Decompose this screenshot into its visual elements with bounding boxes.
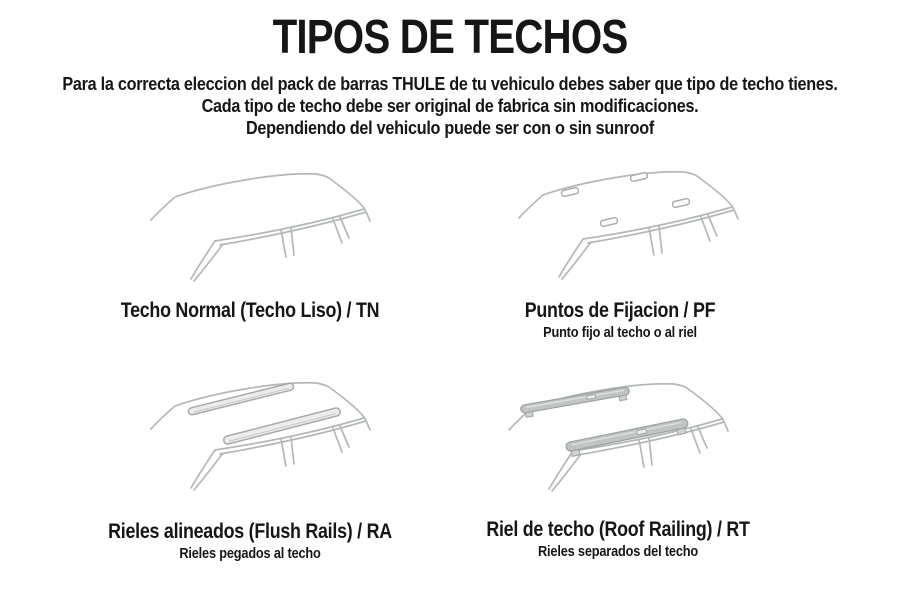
fixpoint-pads (561, 172, 690, 227)
roof-type-label: Rieles alineados (Flush Rails) / RA (108, 520, 392, 543)
flush-rails-roof-illustration (120, 369, 420, 519)
roof-type-sublabel: Rieles pegados al techo (179, 545, 321, 562)
caption-techo-normal (38, 300, 463, 323)
roof-type-label: Riel de techo (Roof Railing) / RT (486, 518, 750, 541)
intro-line-1: Para la correcta eleccion del pack de barras THULE de tu vehiculo debes saber que tipo de techo tienes. (62, 74, 838, 94)
roof-type-label: Puntos de Fijacion / PF (524, 299, 716, 322)
intro-line-3: Dependiendo del vehiculo puede ser con o sin sunroof (245, 118, 655, 138)
intro-text (45, 73, 855, 139)
fixpoint-roof-illustration (488, 158, 788, 308)
flush-rails (188, 383, 341, 445)
caption-riel-de-techo (406, 519, 831, 561)
raised-rails-roof-illustration (478, 370, 778, 520)
roof-type-sublabel: Punto fijo al techo o al riel (543, 324, 697, 341)
caption-rieles-alineados (38, 521, 463, 563)
intro-line-2: Cada tipo de techo debe ser original de fabrica sin modificaciones. (201, 96, 699, 116)
page-title: TIPOS DE TECHOS (272, 11, 628, 64)
roof-type-label: Techo Normal (Techo Liso) / TN (120, 299, 380, 322)
caption-puntos-fijacion (408, 300, 833, 342)
roof-type-sublabel: Rieles separados del techo (538, 543, 698, 560)
plain-roof-illustration (120, 160, 420, 310)
